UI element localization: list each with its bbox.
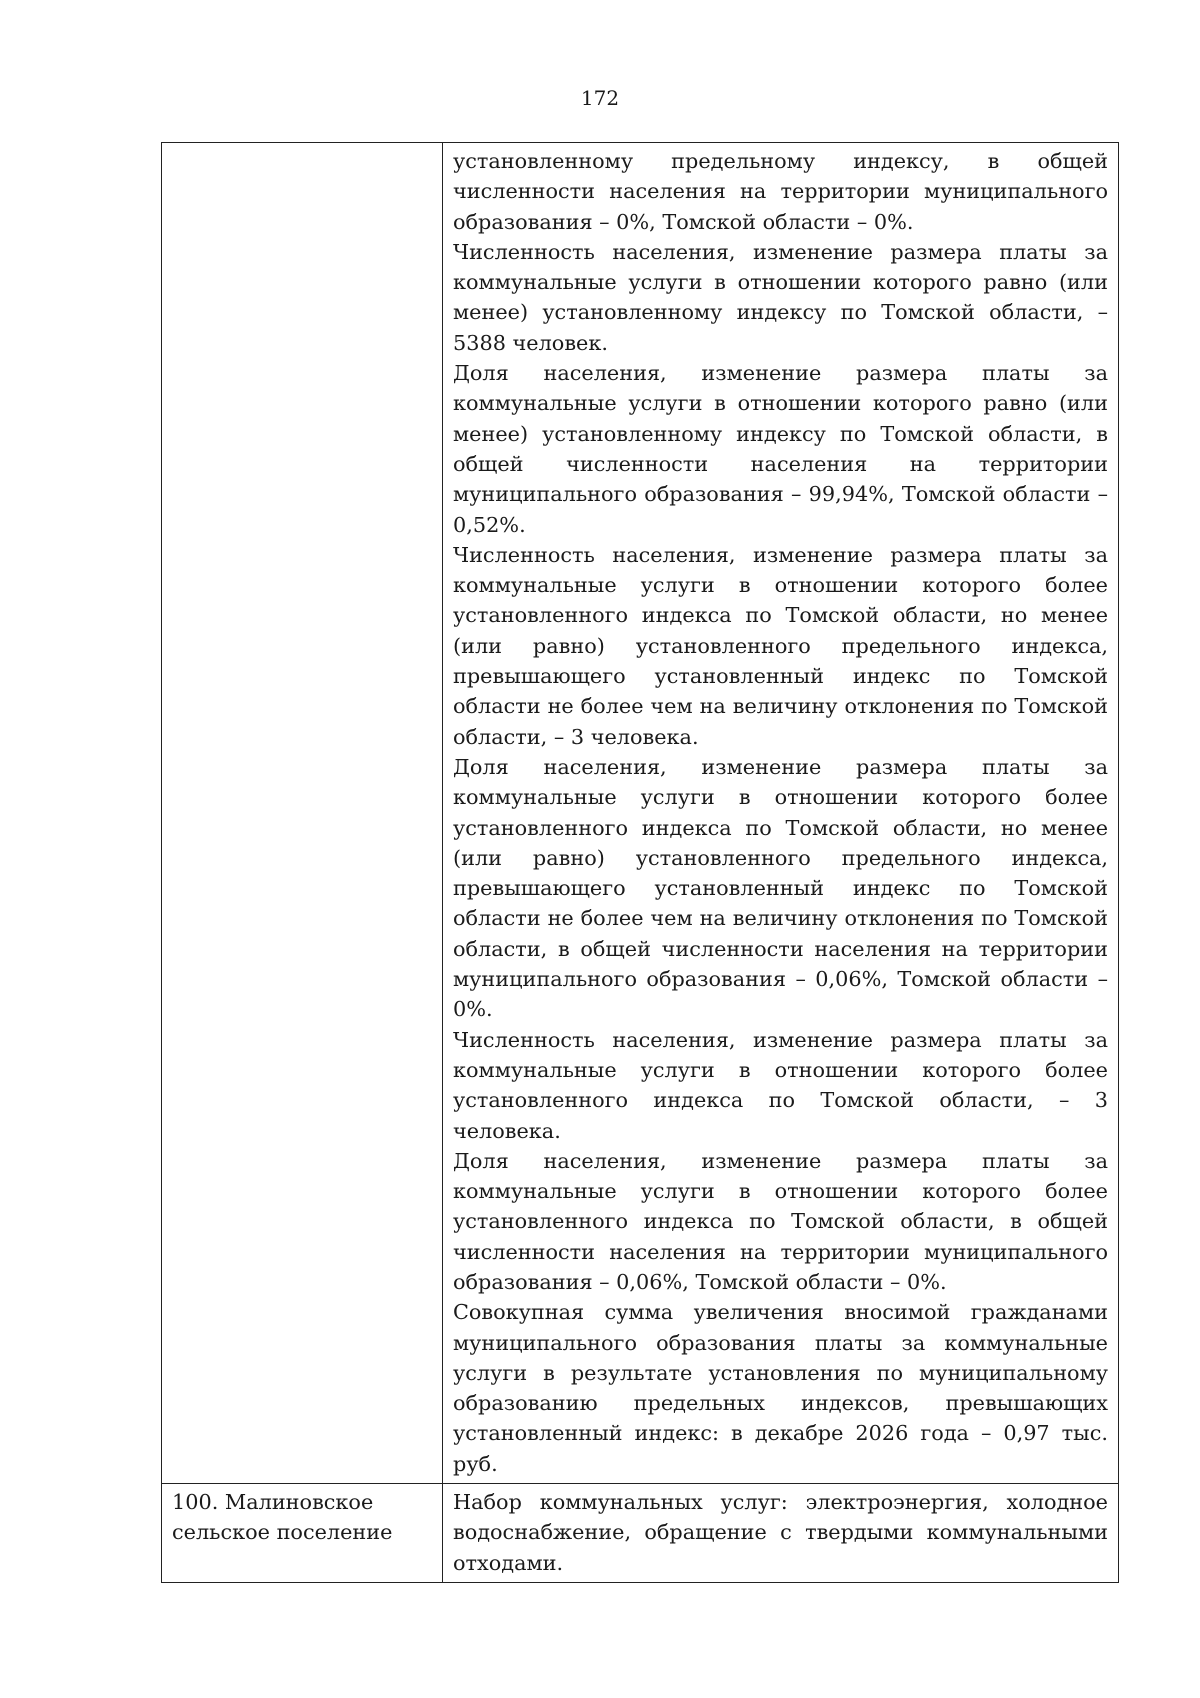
description-cell bbox=[443, 1484, 1119, 1583]
table-row bbox=[162, 143, 1119, 1484]
paragraph: Доля населения, изменение размера платы за коммунальные услуги в отношении которого равно (или менее) установленному индексу по Томской области, в общей численности населения на территории муниципального образования – 99,94%, Томской области – 0,52%. bbox=[453, 361, 1108, 537]
paragraph: Доля населения, изменение размера платы за коммунальные услуги в отношении которого более установленного индекса по Томской области, но менее (или равно) установленного предельного индекса, превышающего установленный индекс по Томской области не более чем на величину отклонения по Томской области, в общей численности населения на территории муниципального образования – 0,06%, Томской области – 0%. bbox=[453, 754, 1108, 1022]
municipal-utilities-table bbox=[161, 142, 1119, 1583]
paragraph: Совокупная сумма увеличения вносимой гражданами муниципального образования платы за коммунальные услуги в результате установления по муниципальному образованию предельных индексов, превышающих установленный индекс: в декабре 2026 года – 0,97 тыс. руб. bbox=[453, 1300, 1108, 1476]
municipality-cell bbox=[162, 1484, 443, 1583]
paragraph: установленному предельному индексу, в общей численности населения на территории муниципального образования – 0%, Томской области – 0%. bbox=[453, 149, 1108, 234]
paragraph: Доля населения, изменение размера платы за коммунальные услуги в отношении которого более установленного индекса по Томской области, в общей численности населения на территории муниципального образования – 0,06%, Томской области – 0%. bbox=[453, 1148, 1108, 1294]
municipality-name: 100. Малиновское сельское поселение bbox=[172, 1490, 393, 1545]
table-row bbox=[162, 1484, 1119, 1583]
description-cell bbox=[443, 143, 1119, 1484]
page-number: 172 bbox=[580, 86, 620, 110]
municipality-cell bbox=[162, 143, 443, 1484]
paragraph: Численность населения, изменение размера платы за коммунальные услуги в отношении которого равно (или менее) установленному индексу по Томской области, – 5388 человек. bbox=[453, 239, 1108, 355]
paragraph: Численность населения, изменение размера платы за коммунальные услуги в отношении которого более установленного индекса по Томской области, но менее (или равно) установленного предельного индекса, превышающего установленный индекс по Томской области не более чем на величину отклонения по Томской области, – 3 человека. bbox=[453, 542, 1108, 749]
paragraph: Численность населения, изменение размера платы за коммунальные услуги в отношении которого более установленного индекса по Томской области, – 3 человека. bbox=[453, 1027, 1108, 1143]
paragraph: Набор коммунальных услуг: электроэнергия, холодное водоснабжение, обращение с твердыми коммунальными отходами. bbox=[453, 1490, 1108, 1575]
